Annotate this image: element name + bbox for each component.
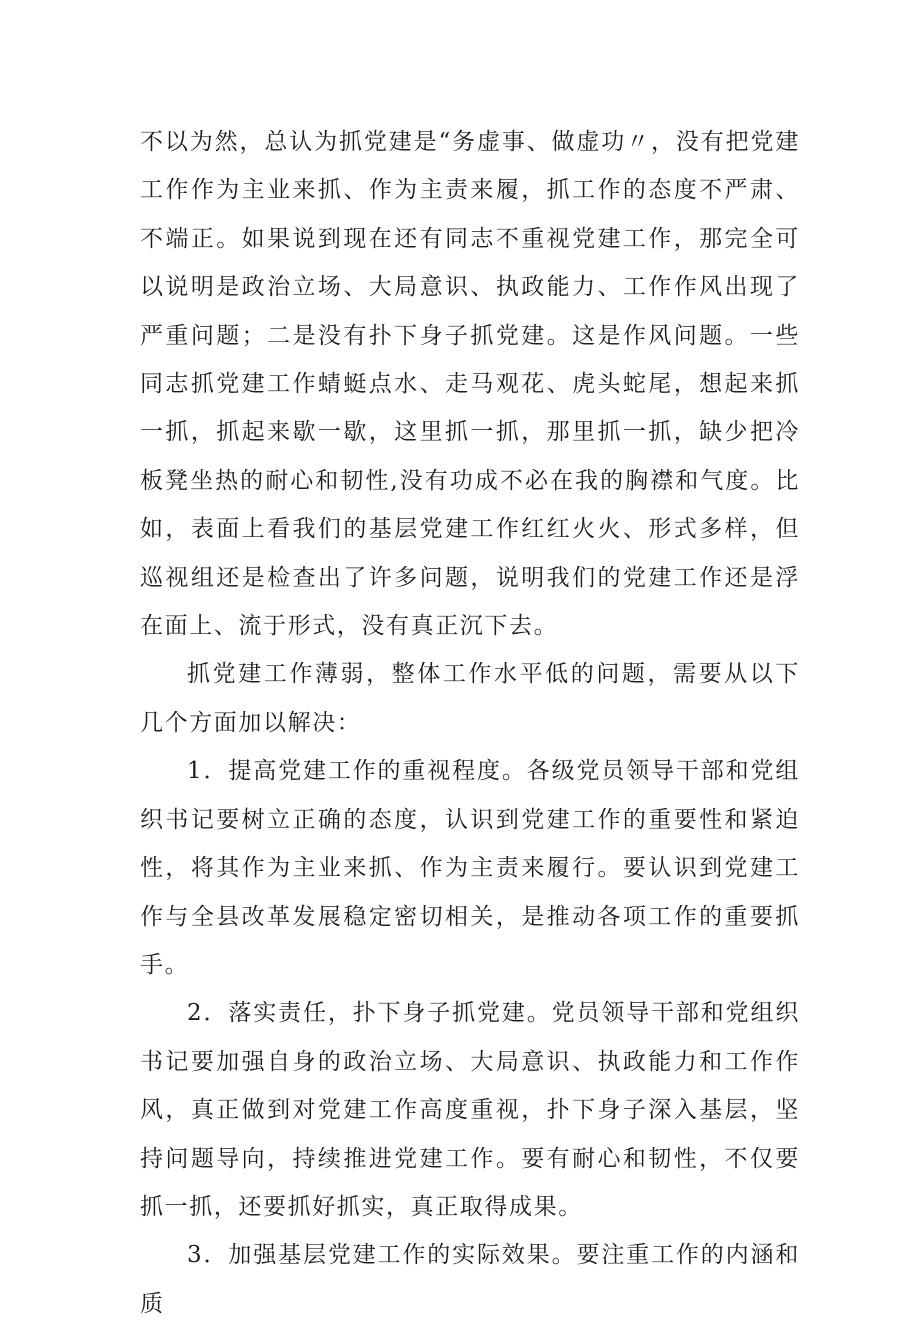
- paragraph-solution-intro: 抓党建工作薄弱，整体工作水平低的问题，需要从以下几个方面加以解决：: [140, 661, 800, 736]
- document-body: [140, 118, 800, 1328]
- paragraph-continuation: 不以为然，总认为抓党建是“务虚事、做虚功〃，没有把党建工作作为主业来抓、作为主责来履，抓工作的态度不严肃、不端正。如果说到现在还有同志不重视党建工作，那完全可以说明是政治立场、大局意识、执政能力、工作作风出现了严重问题；二是没有扑下身子抓党建。这是作风问题。一些同志抓党建工作蜻蜓点水、走马观花、虎头蛇尾，想起来抓一抓，抓起来歇一歇，这里抓一抓，那里抓一抓，缺少把冷板凳坐热的耐心和韧性,没有功成不必在我的胸襟和气度。比如，表面上看我们的基层党建工作红红火火、形式多样，但巡视组还是检查出了许多问题，说明我们的党建工作还是浮在面上、流于形式，没有真正沉下去。: [140, 129, 800, 640]
- paragraph-item-1: 1．提高党建工作的重视程度。各级党员领导干部和党组织书记要树立正确的态度，认识到党建工作的重要性和紧迫性，将其作为主业来抓、作为主责来履行。要认识到党建工作与全县改革发展稳定密切相关，是推动各项工作的重要抓手。: [140, 758, 800, 978]
- paragraph-item-3: 3．加强基层党建工作的实际效果。要注重工作的内涵和质: [140, 1242, 800, 1317]
- paragraph-item-2: 2．落实责任，扑下身子抓党建。党员领导干部和党组织书记要加强自身的政治立场、大局意识、执政能力和工作作风，真正做到对党建工作高度重视，扑下身子深入基层，坚持问题导向，持续推进党建工作。要有耐心和韧性，不仅要抓一抓，还要抓好抓实，真正取得成果。: [140, 1000, 800, 1220]
